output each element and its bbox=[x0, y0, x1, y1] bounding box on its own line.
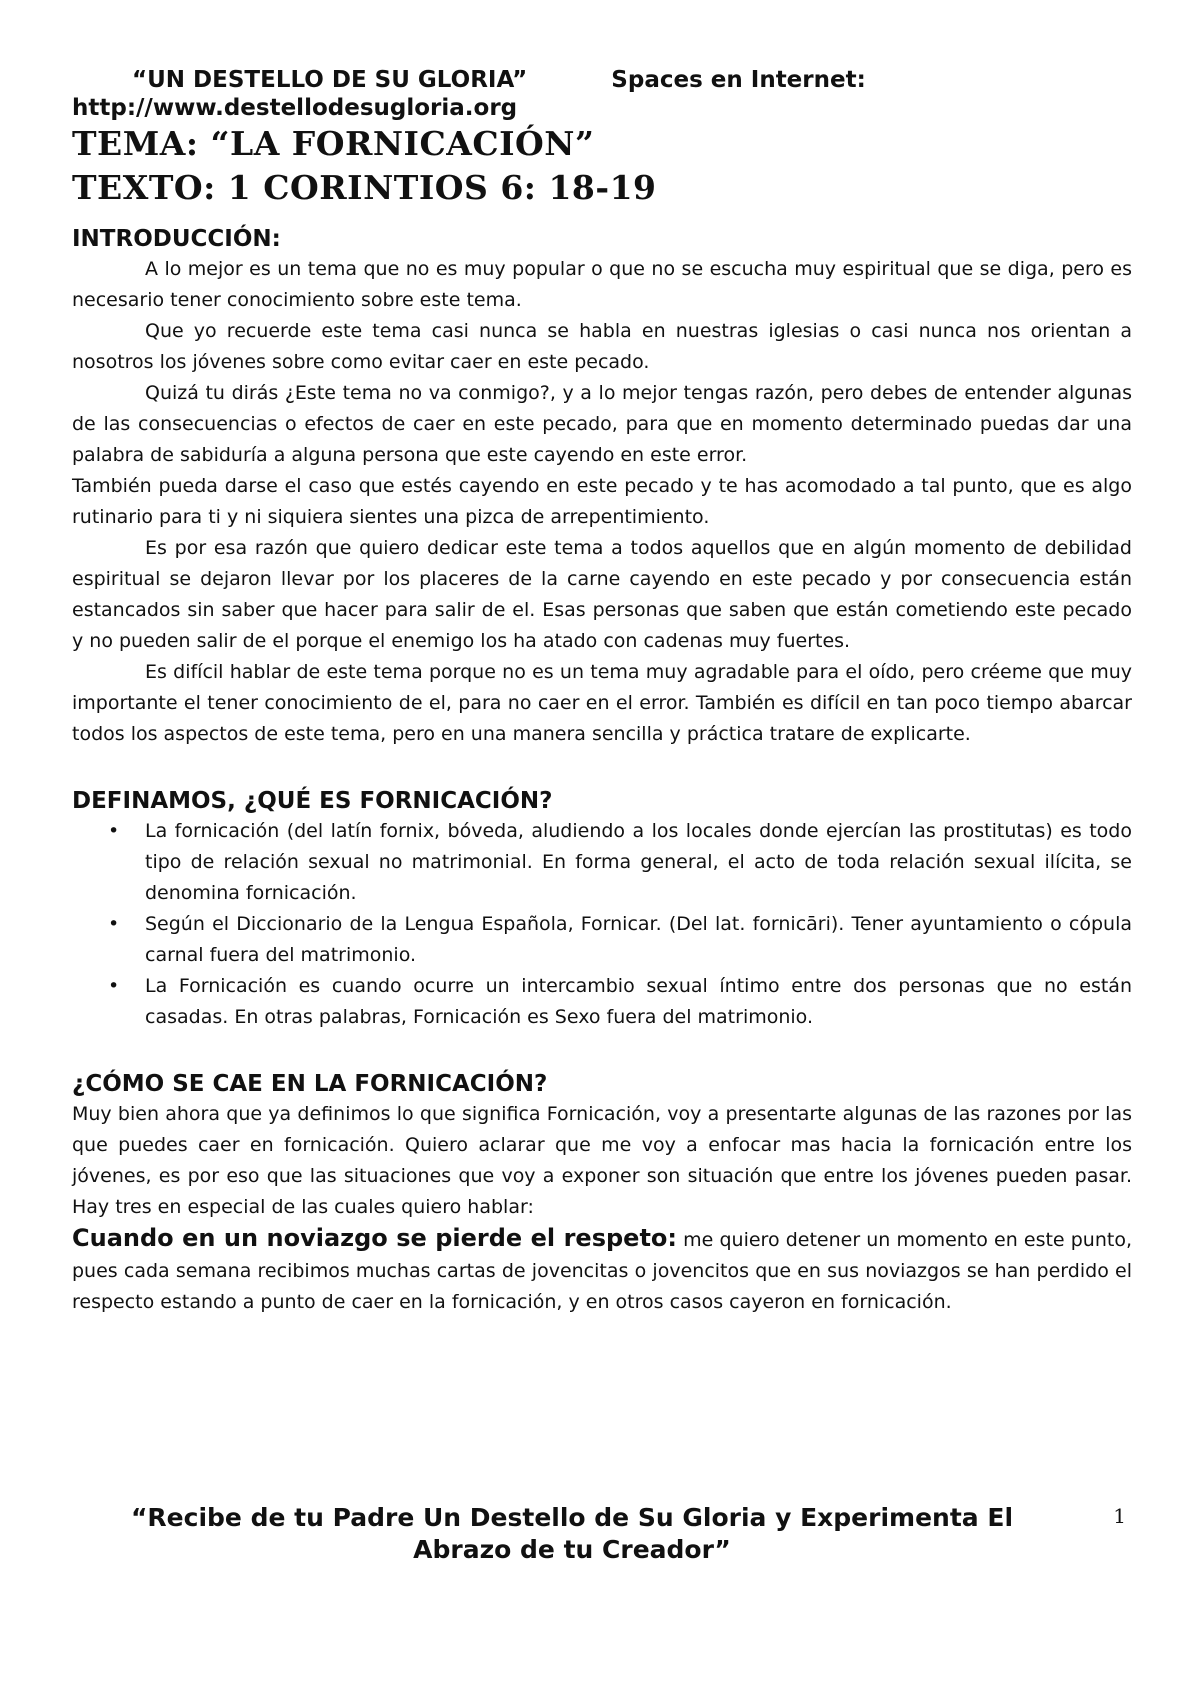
site-url[interactable]: http://www.destellodesugloria.org bbox=[72, 95, 518, 121]
intro-paragraph: Es difícil hablar de este tema porque no es un tema muy agradable para el oído, pero créeme que muy importante el tener conocimiento de el, para no caer en el error. También es difícil en tan poco tiempo abarcar todos los aspectos de este tema, pero en una manera sencilla y práctica tratare de explicarte. bbox=[72, 661, 1132, 745]
introduccion-heading: INTRODUCCIÓN: bbox=[72, 226, 281, 252]
como-se-cae-paragraph: Muy bien ahora que ya definimos lo que significa Fornicación, voy a presentarte algunas de las razones por las que puedes caer en fornicación. Quiero aclarar que me voy a enfocar mas hacia la fornicación entre los jóvenes, es por eso que las situaciones que voy a exponer son situación que entre los jóvenes pueden pasar. Hay tres en especial de las cuales quiero hablar: bbox=[72, 1103, 1132, 1218]
bullet-icon: • bbox=[108, 820, 120, 842]
texto-title: TEXTO: 1 CORINTIOS 6: 18-19 bbox=[72, 168, 657, 207]
intro-paragraph: También pueda darse el caso que estés cayendo en este pecado y te has acomodado a tal punto, que es algo rutinario para ti y ni siquiera sientes una pizca de arrepentimiento. bbox=[72, 475, 1132, 528]
intro-paragraph: Es por esa razón que quiero dedicar este tema a todos aquellos que en algún momento de debilidad espiritual se dejaron llevar por los placeres de la carne cayendo en este pecado y por consecuencia están estancados sin saber que hacer para salir de el. Esas personas que saben que están cometiendo este pecado y no pueden salir de el porque el enemigo los ha atado con cadenas muy fuertes. bbox=[72, 537, 1132, 652]
footer-quote-line: “Recibe de tu Padre Un Destello de Su Gloria y Experimenta El bbox=[130, 1503, 1014, 1532]
point-colon: : bbox=[667, 1224, 678, 1252]
point-text: me quiero detener un momento en este punto, pues cada semana recibimos muchas cartas de jovencitas o jovencitos que en sus noviazgos se han perdido el respecto estando a punto de caer en la fornicación, y en otros casos cayeron en fornicación. bbox=[72, 1229, 1132, 1313]
definition-list bbox=[72, 816, 1132, 1033]
tema-title: TEMA: “LA FORNICACIÓN” bbox=[72, 124, 595, 163]
list-item-text: La Fornicación es cuando ocurre un intercambio sexual íntimo entre dos personas que no están casadas. En otras palabras, Fornicación es Sexo fuera del matrimonio. bbox=[145, 975, 1132, 1028]
document-page bbox=[72, 66, 1132, 1318]
list-item-text: La fornicación (del latín fornix, bóveda, aludiendo a los locales donde ejercían las prostitutas) es todo tipo de relación sexual no matrimonial. En forma general, el acto de toda relación sexual ilícita, se denomina fornicación. bbox=[145, 820, 1132, 904]
site-name: “UN DESTELLO DE SU GLORIA” bbox=[132, 67, 528, 93]
list-item bbox=[108, 909, 1132, 971]
list-item-text: Según el Diccionario de la Lengua Española, Fornicar. (Del lat. fornicāri). Tener ayuntamiento o cópula carnal fuera del matrimonio. bbox=[145, 913, 1132, 966]
definamos-heading: DEFINAMOS, ¿QUÉ ES FORNICACIÓN? bbox=[72, 788, 553, 814]
como-se-cae-heading: ¿CÓMO SE CAE EN LA FORNICACIÓN? bbox=[72, 1071, 548, 1097]
footer-quote-line: Abrazo de tu Creador” bbox=[413, 1535, 731, 1564]
header-line bbox=[72, 66, 1132, 94]
intro-paragraph: A lo mejor es un tema que no es muy popular o que no se escucha muy espiritual que se diga, pero es necesario tener conocimiento sobre este tema. bbox=[72, 258, 1132, 311]
spaces-label: Spaces en Internet: bbox=[611, 67, 866, 93]
footer-quote bbox=[72, 1502, 1072, 1566]
point-title: Cuando en un noviazgo se pierde el respeto bbox=[72, 1224, 668, 1252]
page-footer bbox=[72, 1502, 1132, 1566]
list-item bbox=[108, 971, 1132, 1033]
bullet-icon: • bbox=[108, 913, 120, 935]
intro-paragraph: Quizá tu dirás ¿Este tema no va conmigo?, y a lo mejor tengas razón, pero debes de entender algunas de las consecuencias o efectos de caer en este pecado, para que en momento determinado puedas dar una palabra de sabiduría a alguna persona que este cayendo en este error. bbox=[72, 382, 1132, 466]
intro-paragraph: Que yo recuerde este tema casi nunca se habla en nuestras iglesias o casi nunca nos orientan a nosotros los jóvenes sobre como evitar caer en este pecado. bbox=[72, 320, 1132, 373]
list-item bbox=[108, 816, 1132, 909]
respeto-paragraph bbox=[72, 1223, 1132, 1318]
page-number: 1 bbox=[1113, 1504, 1126, 1528]
bullet-icon: • bbox=[108, 975, 120, 997]
